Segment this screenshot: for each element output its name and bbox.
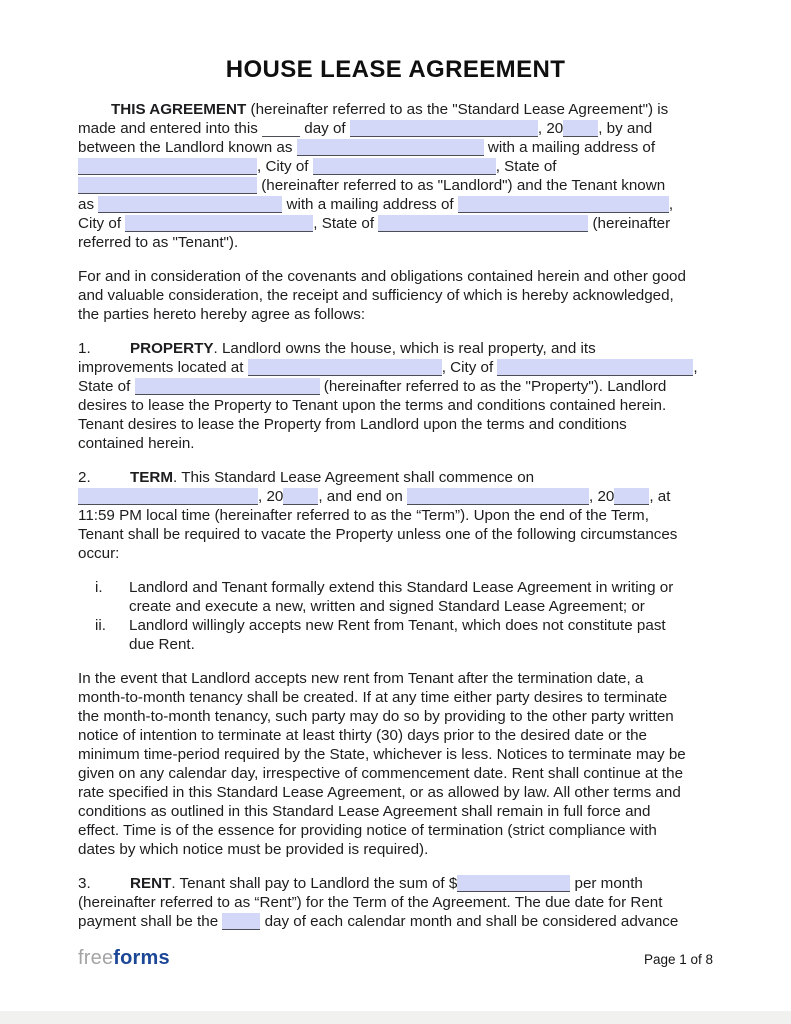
text-line xyxy=(78,893,713,912)
section-1-property xyxy=(78,339,713,453)
form-blank-field[interactable] xyxy=(78,177,257,194)
page-gap-strip xyxy=(0,1011,791,1024)
logo-text-forms: forms xyxy=(113,947,170,969)
text-line xyxy=(78,726,713,745)
text-run: made and entered into this xyxy=(78,120,263,137)
text-run: referred to as "Tenant"). xyxy=(78,234,239,251)
text-run: desires to lease the Property to Tenant upon the terms and conditions contained herein. xyxy=(78,397,667,414)
text-run: day of xyxy=(300,120,350,137)
text-run: with a mailing address of xyxy=(282,196,458,213)
list-marker: ii. xyxy=(95,617,106,634)
text-run: . This Standard Lease Agreement shall commence on xyxy=(173,469,535,486)
document-body xyxy=(0,84,791,931)
text-run: improvements located at xyxy=(78,359,248,376)
month-to-month-paragraph xyxy=(78,669,713,859)
text-line xyxy=(78,339,713,358)
text-line xyxy=(78,669,713,688)
text-run: . Landlord owns the house, which is real property, and its xyxy=(213,340,596,357)
text-run: due Rent. xyxy=(129,636,195,653)
text-run: , City of xyxy=(441,359,498,376)
text-run: , 20 xyxy=(537,120,564,137)
text-line xyxy=(78,506,713,525)
text-run: State of xyxy=(78,378,135,395)
form-blank-field[interactable] xyxy=(125,215,313,232)
text-run: . Tenant shall pay to Landlord the sum of $ xyxy=(171,875,458,892)
section-number: 3. xyxy=(78,875,91,892)
text-run: notice of intention to terminate at least thirty (30) days prior to the desired date or the xyxy=(78,727,647,744)
text-run: the month-to-month tenancy, such party may do so by providing to the other party written xyxy=(78,708,674,725)
text-line xyxy=(78,233,713,252)
text-run: rate specified in this Standard Lease Agreement, or as allowed by law. All other terms and xyxy=(78,784,681,801)
text-run: with a mailing address of xyxy=(483,139,656,156)
text-run: as xyxy=(78,196,99,213)
text-line xyxy=(78,688,713,707)
text-line xyxy=(78,525,713,544)
text-line xyxy=(78,912,713,931)
text-run: conditions as outlined in this Standard Lease Agreement shall remain in full force and xyxy=(78,803,651,820)
text-line xyxy=(78,377,713,396)
text-line xyxy=(78,468,713,487)
form-blank-field[interactable] xyxy=(458,196,669,213)
form-blank-field[interactable] xyxy=(222,913,260,930)
text-run: 11:59 PM local time (hereinafter referred to as the “Term”). Upon the end of the Term, xyxy=(78,507,649,524)
section-2-term xyxy=(78,468,713,563)
page-number: Page 1 of 8 xyxy=(643,952,713,967)
text-run: create and execute a new, written and signed Standard Lease Agreement; or xyxy=(129,598,645,615)
bold-text: THIS AGREEMENT xyxy=(111,101,247,118)
text-run: (hereinafter referred to as the "Standard Lease Agreement") is xyxy=(246,101,669,118)
text-run: month-to-month tenancy shall be created. If at any time either party desires to terminate xyxy=(78,689,668,706)
text-run: , State of xyxy=(495,158,557,175)
text-run: For and in consideration of the covenants and obligations contained herein and other good xyxy=(78,268,686,285)
bold-text: PROPERTY xyxy=(130,340,214,357)
form-blank-field[interactable] xyxy=(457,875,570,892)
form-blank-field[interactable] xyxy=(248,359,442,376)
text-line xyxy=(78,119,713,138)
text-line xyxy=(78,544,713,563)
text-line xyxy=(78,821,713,840)
document-title: HOUSE LEASE AGREEMENT xyxy=(225,56,566,83)
form-blank-field[interactable] xyxy=(407,488,589,505)
form-blank-field[interactable] xyxy=(313,158,496,175)
text-run: payment shall be the xyxy=(78,913,223,930)
text-run: , xyxy=(693,359,698,376)
text-line xyxy=(78,286,713,305)
text-line xyxy=(78,783,713,802)
form-blank-field[interactable] xyxy=(78,488,258,505)
bold-text: TERM xyxy=(130,469,174,486)
text-line xyxy=(78,874,713,893)
text-line xyxy=(78,487,713,506)
text-line xyxy=(78,305,713,324)
text-line xyxy=(78,707,713,726)
text-line xyxy=(78,157,713,176)
text-run: City of xyxy=(78,215,126,232)
text-line xyxy=(78,100,713,119)
text-run: , State of xyxy=(313,215,379,232)
text-run: Landlord and Tenant formally extend this Standard Lease Agreement in writing or xyxy=(129,579,674,596)
form-blank-field[interactable] xyxy=(497,359,693,376)
form-blank-field[interactable] xyxy=(614,488,649,505)
text-run: , and end on xyxy=(318,488,408,505)
text-run: given on any calendar day, irrespective of commencement date. Rent shall continue at the xyxy=(78,765,684,782)
consideration-paragraph xyxy=(78,267,713,324)
text-line xyxy=(78,802,713,821)
list-item-ii xyxy=(95,616,713,654)
text-line xyxy=(129,635,713,654)
text-line xyxy=(78,138,713,157)
text-line xyxy=(78,745,713,764)
text-line xyxy=(78,840,713,859)
text-run: (hereinafter referred to as "Landlord") and the Tenant known xyxy=(257,177,666,194)
text-run: Tenant shall be required to vacate the Property unless one of the following circumstances xyxy=(78,526,678,543)
text-run: (hereinafter referred to as the "Property"). Landlord xyxy=(319,378,667,395)
logo-text-free: free xyxy=(78,947,114,969)
text-run: dates by which notice must be provided is required). xyxy=(78,841,429,858)
text-line xyxy=(129,597,713,616)
text-run: occur: xyxy=(78,545,120,562)
text-run: , 20 xyxy=(589,488,615,505)
text-run: minimum time-period required by the State, whichever is less. Notices to terminate may be xyxy=(78,746,686,763)
text-line xyxy=(129,578,713,597)
form-blank-field[interactable] xyxy=(297,139,484,156)
text-run: (hereinafter xyxy=(588,215,671,232)
list-item-i xyxy=(95,578,713,616)
text-run: (hereinafter referred to as “Rent”) for the Term of the Agreement. The due date for Rent xyxy=(78,894,663,911)
text-run: , City of xyxy=(257,158,313,175)
section-number: 2. xyxy=(78,469,91,486)
freeforms-logo xyxy=(78,947,170,970)
form-blank-field[interactable] xyxy=(78,158,257,175)
section-3-rent xyxy=(78,874,713,931)
text-line xyxy=(78,195,713,214)
form-blank-field[interactable] xyxy=(98,196,282,213)
text-line xyxy=(78,358,713,377)
text-line xyxy=(129,616,713,635)
text-line xyxy=(78,434,713,453)
text-run: , 20 xyxy=(258,488,284,505)
text-run: contained herein. xyxy=(78,435,195,452)
form-blank-field[interactable] xyxy=(563,120,598,137)
text-run: , by and xyxy=(598,120,653,137)
text-line xyxy=(78,764,713,783)
text-run: day of each calendar month and shall be considered advance xyxy=(260,913,679,930)
text-run: and valuable consideration, the receipt and sufficiency of which is hereby acknowledged, xyxy=(78,287,674,304)
text-run: between the Landlord known as xyxy=(78,139,297,156)
list-marker: i. xyxy=(95,579,103,596)
text-run: , at xyxy=(649,488,671,505)
section-number: 1. xyxy=(78,340,91,357)
text-line xyxy=(78,267,713,286)
text-run: the parties hereto hereby agree as follows: xyxy=(78,306,366,323)
text-run: Tenant desires to lease the Property from Landlord upon the terms and conditions xyxy=(78,416,627,433)
text-run: Landlord willingly accepts new Rent from Tenant, which does not constitute past xyxy=(129,617,666,634)
form-blank-field[interactable] xyxy=(135,378,320,395)
form-blank-field[interactable] xyxy=(350,120,538,137)
text-line xyxy=(78,415,713,434)
page-footer xyxy=(78,942,713,970)
text-line xyxy=(78,214,713,233)
text-run: , xyxy=(668,196,674,213)
text-line xyxy=(78,396,713,415)
form-blank-field[interactable] xyxy=(262,120,300,137)
text-line xyxy=(78,176,713,195)
form-blank-field[interactable] xyxy=(378,215,588,232)
text-run: effect. Time is of the essence for providing notice of termination (strict compliance with xyxy=(78,822,657,839)
intro-paragraph xyxy=(78,100,713,252)
text-run: per month xyxy=(570,875,643,892)
form-blank-field[interactable] xyxy=(283,488,318,505)
bold-text: RENT xyxy=(130,875,172,892)
text-run: In the event that Landlord accepts new rent from Tenant after the termination date, a xyxy=(78,670,644,687)
